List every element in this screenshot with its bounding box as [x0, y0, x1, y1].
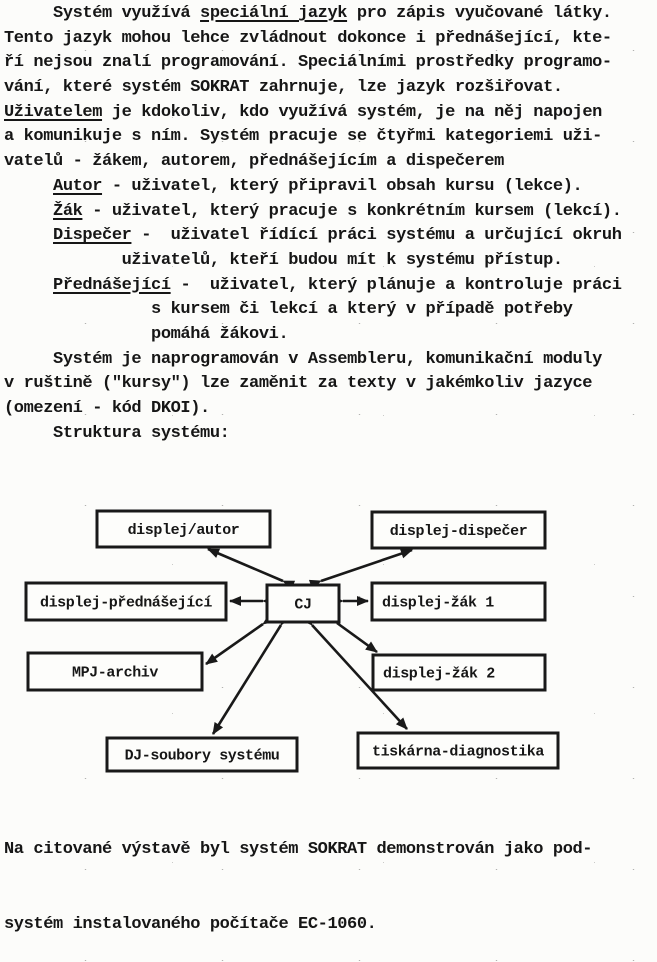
- diagram-box-displej-autor: [97, 511, 270, 547]
- arrow-cj-displej-dispecer: [321, 550, 412, 581]
- text-segment: v ruštině ("kursy") lze zaměnit za texty v jakémkoliv jazyce: [4, 374, 593, 394]
- text-segment: Systém je naprogramován v Assembleru, komunikační moduly: [53, 349, 602, 369]
- footer-text: [4, 786, 592, 962]
- diagram-box-displej-zak-1: [372, 583, 545, 620]
- text-segment: - uživatel, který pracuje s konkrétním kursem (lekcí).: [82, 201, 622, 221]
- underlined-term: Přednášející: [53, 275, 171, 295]
- text-segment: je kdokoliv, kdo využívá systém, je na něj napojen: [102, 102, 602, 122]
- diagram-box-label-dj-soubory-systemu: DJ-soubory systému: [124, 747, 280, 765]
- underlined-term: speciální jazyk: [200, 4, 348, 23]
- underlined-term: Autor: [53, 176, 103, 196]
- underlined-term: Žák: [53, 201, 83, 221]
- diagram-box-displej-zak-2: [373, 655, 545, 690]
- text-segment: Struktura systému:: [53, 423, 230, 443]
- diagram-box-label-displej-zak-2: displej-žák 2: [383, 665, 495, 683]
- diagram-box-mpj-archiv: [28, 653, 202, 690]
- diagram-box-label-cj: CJ: [294, 596, 312, 614]
- text-segment: uživatelů, kteří budou mít k systému přístup.: [121, 250, 563, 270]
- footer-line: Na citované výstavě byl systém SOKRAT demonstrován jako pod-: [4, 839, 593, 859]
- text-segment: ří nejsou znalí programování. Speciálními prostředky programo-: [4, 53, 612, 73]
- text-segment: vání, které systém SOKRAT zahrnuje, lze jazyk rozšiřovat.: [4, 78, 563, 98]
- diagram-box-label-tiskarna-diagnostika: tiskárna-diagnostika: [371, 743, 545, 761]
- arrow-cj-dj-soubory-systemu: [213, 625, 281, 734]
- text-segment: pomáhá žákovi.: [151, 324, 289, 344]
- diagram-box-displej-prednasejici: [26, 583, 226, 620]
- diagram-box-cj: [267, 585, 339, 622]
- footer-line: systém instalovaného počítače EC-1060.: [4, 915, 377, 935]
- text-segment: vatelů - žákem, autorem, přednášejícím a dispečerem: [4, 152, 504, 172]
- text-segment: - uživatel, který plánuje a kontroluje práci: [170, 275, 622, 295]
- arrow-cj-displej-zak-2: [337, 623, 377, 652]
- underlined-term: Uživatelem: [4, 102, 103, 122]
- arrow-cj-mpj-archiv: [206, 624, 263, 664]
- text-segment: (omezení - kód DKOI).: [4, 399, 210, 418]
- diagram-box-dj-soubory-systemu: [107, 738, 297, 771]
- text-segment: pro zápis vyučované látky.: [347, 4, 612, 23]
- text-segment: Tento jazyk mohou lehce zvládnout dokonce i přednášející, kte-: [4, 28, 612, 48]
- diagram-box-label-displej-dispecer: displej-dispečer: [389, 523, 528, 540]
- text-segment: - uživatel řídící práci systému a určující okruh: [131, 226, 622, 246]
- arrow-cj-displej-autor: [208, 549, 283, 581]
- diagram-box-label-displej-zak-1: displej-žák 1: [382, 594, 494, 612]
- diagram-box-tiskarna-diagnostika: [358, 733, 558, 768]
- diagram-box-label-displej-autor: displej/autor: [127, 522, 240, 539]
- text-segment: - uživatel, který připravil obsah kursu (lekce).: [102, 176, 583, 196]
- diagram-box-displej-dispecer: [372, 512, 545, 548]
- diagram-box-label-mpj-archiv: MPJ-archiv: [71, 664, 159, 682]
- text-segment: a komunikuje s ním. Systém pracuje se čtyřmi kategoriemi uži-: [4, 127, 602, 147]
- diagram-box-label-displej-prednasejici: displej-přednášející: [39, 594, 213, 612]
- text-segment: s kursem či lekcí a který v případě potřeby: [151, 300, 573, 320]
- text-segment: Systém využívá: [53, 4, 201, 23]
- underlined-term: Dispečer: [53, 226, 132, 246]
